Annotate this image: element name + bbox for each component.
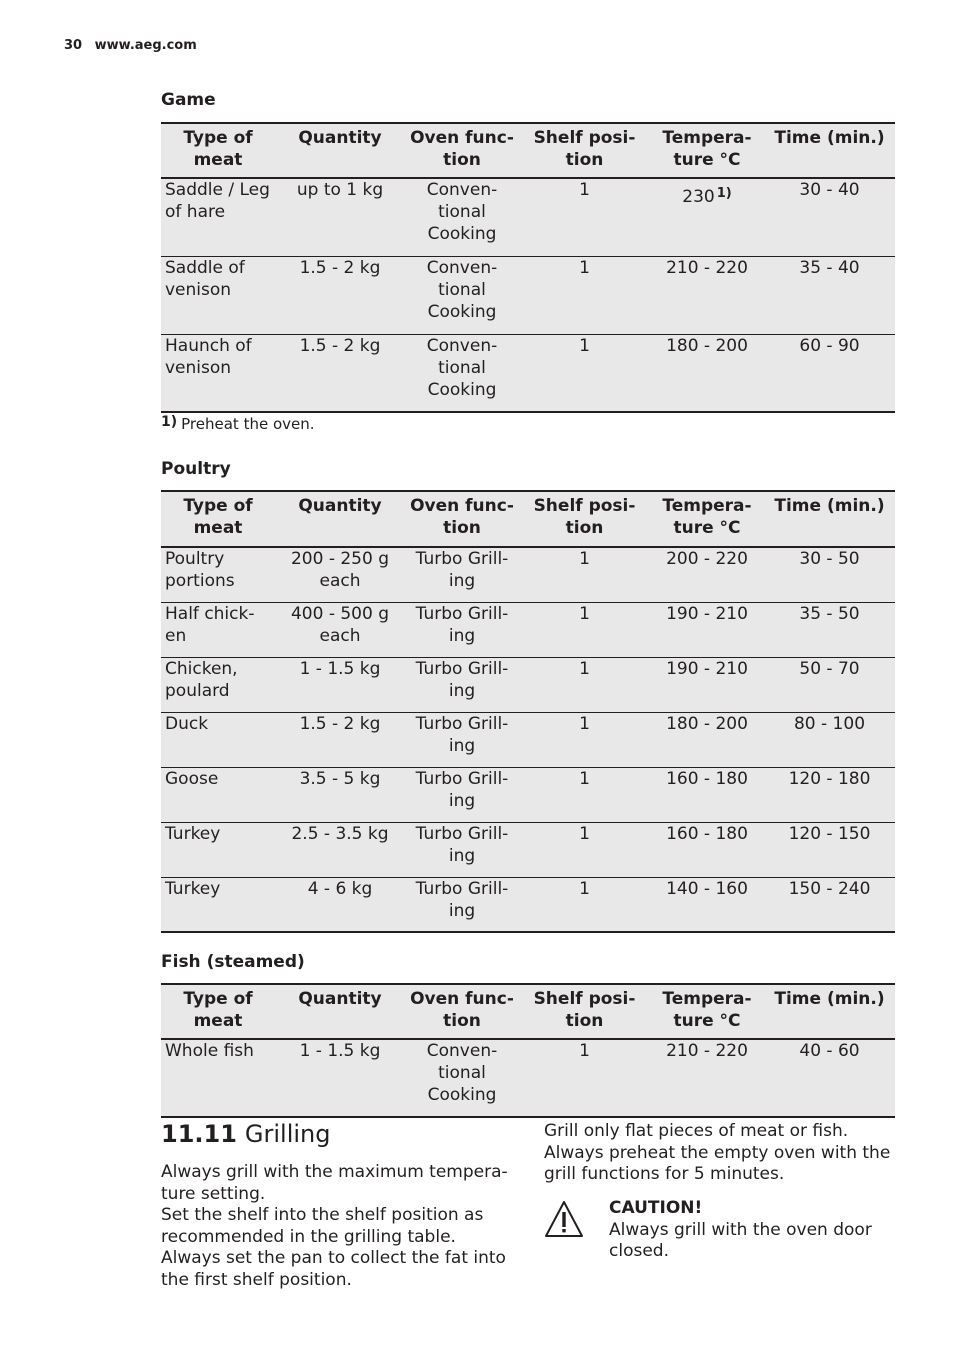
cell-oven-function: Turbo Grill-ing — [405, 877, 519, 932]
cell-oven-function: Turbo Grill-ing — [405, 767, 519, 822]
cell-oven-function: Conven-tional Cooking — [405, 1039, 519, 1117]
cell-type: Turkey — [161, 822, 275, 877]
cell-oven-function: Conven-tional Cooking — [405, 178, 519, 256]
table-header-row — [161, 491, 895, 547]
fish-table — [161, 983, 895, 1118]
col-header-temperature: Tempera-ture °C — [650, 491, 764, 547]
col-header-type: Type of meat — [161, 123, 275, 178]
cell-temperature: 210 - 220 — [650, 1039, 764, 1117]
cell-oven-function: Turbo Grill-ing — [405, 712, 519, 767]
section-heading-grilling — [161, 1120, 331, 1148]
col-header-temperature: Tempera-ture °C — [650, 984, 764, 1039]
col-header-quantity: Quantity — [275, 491, 405, 547]
col-header-shelf: Shelf posi-tion — [519, 984, 650, 1039]
footnote-text: Preheat the oven. — [181, 415, 315, 433]
cell-time: 120 - 150 — [764, 822, 895, 877]
section-title-game: Game — [161, 90, 216, 110]
col-header-shelf: Shelf posi-tion — [519, 491, 650, 547]
table-header-row — [161, 123, 895, 178]
temperature-value: 230 — [682, 187, 715, 207]
cell-time: 35 - 50 — [764, 602, 895, 657]
cell-temperature: 180 - 200 — [650, 334, 764, 412]
cell-shelf: 1 — [519, 602, 650, 657]
cell-shelf: 1 — [519, 547, 650, 602]
cell-quantity: up to 1 kg — [275, 178, 405, 256]
paragraph: Always grill with the maximum tempera-ture setting. — [161, 1162, 508, 1204]
cell-oven-function: Conven-tional Cooking — [405, 256, 519, 334]
cell-quantity: 1.5 - 2 kg — [275, 334, 405, 412]
cell-temperature — [650, 178, 764, 256]
paragraph: Always set the pan to collect the fat into the first shelf position. — [161, 1248, 506, 1290]
cell-time: 50 - 70 — [764, 657, 895, 712]
cell-shelf: 1 — [519, 822, 650, 877]
cell-shelf: 1 — [519, 178, 650, 256]
site-url: www.aeg.com — [94, 38, 197, 53]
cell-shelf: 1 — [519, 767, 650, 822]
cell-quantity: 400 - 500 g each — [275, 602, 405, 657]
table-row — [161, 547, 895, 602]
cell-time: 150 - 240 — [764, 877, 895, 932]
poultry-table — [161, 490, 895, 933]
table-row — [161, 178, 895, 256]
cell-temperature: 200 - 220 — [650, 547, 764, 602]
cell-type: Saddle / Leg of hare — [161, 178, 275, 256]
footnote-mark: 1) — [161, 414, 178, 430]
cell-time: 60 - 90 — [764, 334, 895, 412]
cell-shelf: 1 — [519, 877, 650, 932]
cell-type: Haunch of venison — [161, 334, 275, 412]
table-row — [161, 256, 895, 334]
cell-quantity: 200 - 250 g each — [275, 547, 405, 602]
cell-shelf: 1 — [519, 256, 650, 334]
col-header-oven-function: Oven func-tion — [405, 123, 519, 178]
caution-title: CAUTION! — [609, 1198, 703, 1218]
cell-type: Chicken, poulard — [161, 657, 275, 712]
cell-temperature: 180 - 200 — [650, 712, 764, 767]
col-header-time: Time (min.) — [764, 123, 895, 178]
table-row — [161, 657, 895, 712]
table-row — [161, 334, 895, 412]
paragraph: Always preheat the empty oven with the grill functions for 5 minutes. — [544, 1142, 891, 1184]
caution-message: Always grill with the oven door closed. — [609, 1219, 872, 1261]
cell-type: Saddle of venison — [161, 256, 275, 334]
cell-temperature: 160 - 180 — [650, 767, 764, 822]
grilling-left-column — [161, 1162, 511, 1291]
paragraph: Grill only flat pieces of meat or fish. — [544, 1121, 849, 1141]
cell-time: 35 - 40 — [764, 256, 895, 334]
footnote-ref: 1) — [716, 186, 732, 201]
page-number: 30 — [64, 38, 83, 53]
table-row — [161, 1039, 895, 1117]
col-header-type: Type of meat — [161, 491, 275, 547]
cell-oven-function: Turbo Grill-ing — [405, 602, 519, 657]
table-row — [161, 877, 895, 932]
footnote — [161, 414, 315, 433]
game-table — [161, 122, 895, 413]
col-header-oven-function: Oven func-tion — [405, 491, 519, 547]
cell-temperature: 210 - 220 — [650, 256, 764, 334]
cell-oven-function: Turbo Grill-ing — [405, 822, 519, 877]
cell-oven-function: Conven-tional Cooking — [405, 334, 519, 412]
section-title: Grilling — [244, 1120, 331, 1148]
col-header-type: Type of meat — [161, 984, 275, 1039]
page-header — [64, 38, 197, 53]
cell-shelf: 1 — [519, 657, 650, 712]
cell-temperature: 190 - 210 — [650, 657, 764, 712]
cell-quantity: 3.5 - 5 kg — [275, 767, 405, 822]
col-header-temperature: Tempera-ture °C — [650, 123, 764, 178]
cell-quantity: 1.5 - 2 kg — [275, 256, 405, 334]
cell-type: Poultry portions — [161, 547, 275, 602]
cell-temperature: 190 - 210 — [650, 602, 764, 657]
cell-type: Turkey — [161, 877, 275, 932]
cell-time: 30 - 50 — [764, 547, 895, 602]
table-row — [161, 602, 895, 657]
cell-type: Goose — [161, 767, 275, 822]
col-header-oven-function: Oven func-tion — [405, 984, 519, 1039]
cell-oven-function: Turbo Grill-ing — [405, 547, 519, 602]
col-header-shelf: Shelf posi-tion — [519, 123, 650, 178]
cell-time: 30 - 40 — [764, 178, 895, 256]
cell-type: Half chick-en — [161, 602, 275, 657]
section-number: 11.11 — [161, 1120, 237, 1148]
grilling-right-column — [544, 1121, 894, 1186]
col-header-quantity: Quantity — [275, 123, 405, 178]
cell-time: 120 - 180 — [764, 767, 895, 822]
section-title-fish: Fish (steamed) — [161, 952, 305, 972]
cell-oven-function: Turbo Grill-ing — [405, 657, 519, 712]
caution-notice — [609, 1198, 889, 1263]
col-header-quantity: Quantity — [275, 984, 405, 1039]
col-header-time: Time (min.) — [764, 984, 895, 1039]
warning-triangle-icon — [544, 1200, 584, 1238]
cell-shelf: 1 — [519, 712, 650, 767]
cell-time: 80 - 100 — [764, 712, 895, 767]
paragraph: Set the shelf into the shelf position as recommended in the grilling table. — [161, 1205, 484, 1247]
cell-shelf: 1 — [519, 1039, 650, 1117]
cell-quantity: 1 - 1.5 kg — [275, 1039, 405, 1117]
cell-temperature: 140 - 160 — [650, 877, 764, 932]
cell-quantity: 2.5 - 3.5 kg — [275, 822, 405, 877]
cell-temperature: 160 - 180 — [650, 822, 764, 877]
cell-time: 40 - 60 — [764, 1039, 895, 1117]
cell-type: Whole fish — [161, 1039, 275, 1117]
table-header-row — [161, 984, 895, 1039]
table-row — [161, 822, 895, 877]
cell-quantity: 4 - 6 kg — [275, 877, 405, 932]
table-row — [161, 767, 895, 822]
cell-shelf: 1 — [519, 334, 650, 412]
cell-quantity: 1 - 1.5 kg — [275, 657, 405, 712]
table-row — [161, 712, 895, 767]
section-title-poultry: Poultry — [161, 459, 231, 479]
cell-quantity: 1.5 - 2 kg — [275, 712, 405, 767]
cell-type: Duck — [161, 712, 275, 767]
col-header-time: Time (min.) — [764, 491, 895, 547]
